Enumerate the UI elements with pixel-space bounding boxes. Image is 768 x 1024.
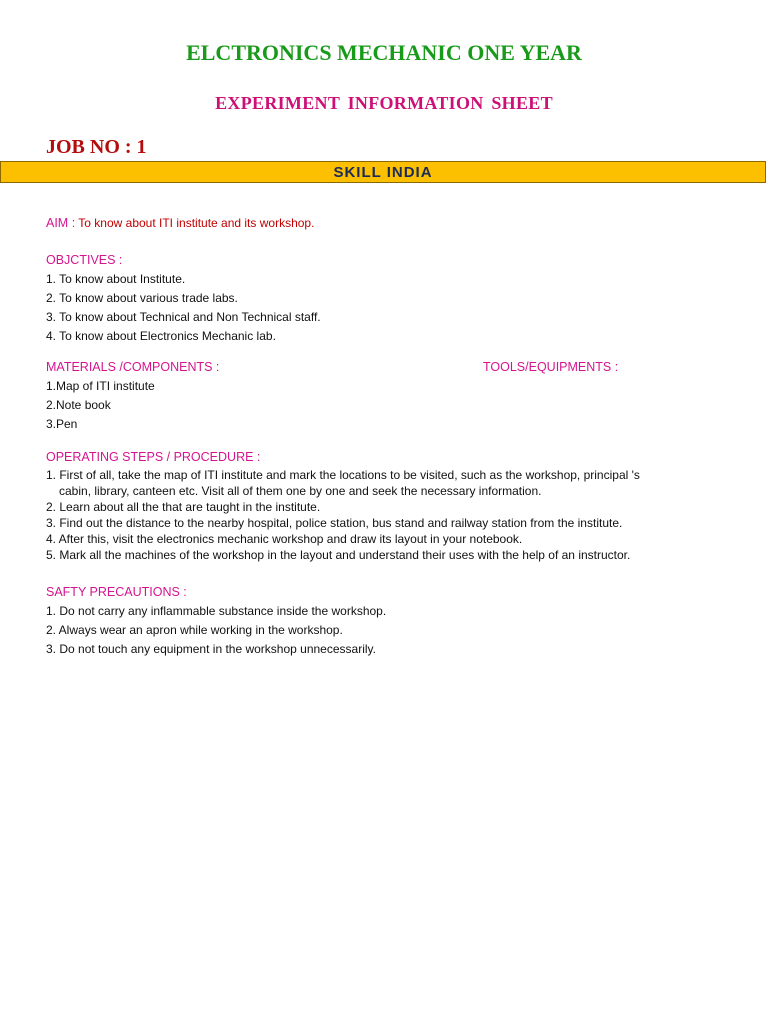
- objective-item: 4. To know about Electronics Mechanic lab.: [46, 329, 276, 343]
- material-item: 2.Note book: [46, 398, 111, 412]
- document-title: ELCTRONICS MECHANIC ONE YEAR: [186, 40, 582, 65]
- procedure-heading: OPERATING STEPS / PROCEDURE :: [46, 450, 261, 464]
- safety-item: 3. Do not touch any equipment in the workshop unnecessarily.: [46, 642, 376, 656]
- objective-item: 2. To know about various trade labs.: [46, 291, 238, 305]
- aim-section: [46, 214, 314, 233]
- objective-item: 1. To know about Institute.: [46, 272, 186, 286]
- material-item: 3.Pen: [46, 417, 78, 431]
- procedure-line: 2. Learn about all the that are taught in the institute.: [46, 500, 321, 514]
- aim-text: To know about ITI institute and its workshop.: [78, 216, 315, 230]
- procedure-line: 4. After this, visit the electronics mechanic workshop and draw its layout in your notebook.: [46, 532, 523, 546]
- tools-section: [483, 358, 618, 377]
- procedure-line: 3. Find out the distance to the nearby hospital, police station, bus stand and railway station from the institute.: [46, 516, 623, 530]
- banner-label: SKILL INDIA: [333, 164, 433, 181]
- document-subtitle: EXPERIMENT INFORMATION SHEET: [215, 93, 553, 113]
- skill-india-banner: [0, 161, 766, 183]
- safety-section: [46, 583, 386, 659]
- objectives-section: [46, 251, 321, 346]
- materials-heading: MATERIALS /COMPONENTS :: [46, 360, 220, 374]
- safety-item: 1. Do not carry any inflammable substance inside the workshop.: [46, 604, 387, 618]
- materials-section: [46, 358, 219, 434]
- tools-heading: TOOLS/EQUIPMENTS :: [483, 360, 619, 374]
- aim-label: AIM :: [46, 216, 76, 230]
- procedure-line: cabin, library, canteen etc. Visit all of them one by one and seek the necessary information.: [59, 484, 542, 498]
- procedure-line: 5. Mark all the machines of the workshop in the layout and understand their uses with the help of an instructor.: [46, 548, 631, 562]
- objectives-heading: OBJCTIVES :: [46, 253, 123, 267]
- objective-item: 3. To know about Technical and Non Technical staff.: [46, 310, 321, 324]
- safety-item: 2. Always wear an apron while working in the workshop.: [46, 623, 343, 637]
- safety-heading: SAFTY PRECAUTIONS :: [46, 585, 187, 599]
- procedure-line: 1. First of all, take the map of ITI institute and mark the locations to be visited, such as the workshop, principal 's: [46, 468, 640, 482]
- job-number: JOB NO : 1: [46, 136, 147, 158]
- material-item: 1.Map of ITI institute: [46, 379, 155, 393]
- procedure-section: [46, 448, 640, 563]
